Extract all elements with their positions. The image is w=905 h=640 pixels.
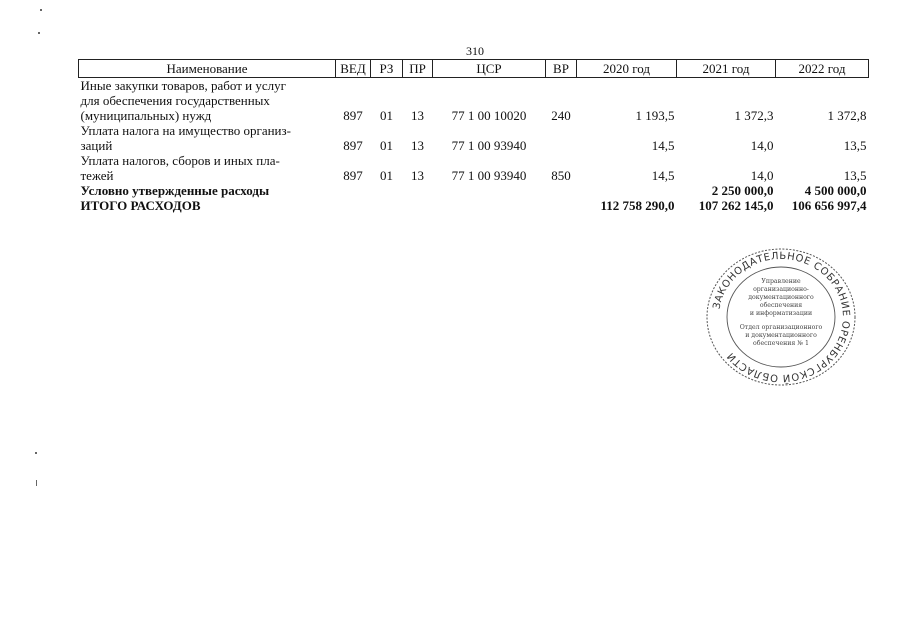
seal-inner-line: документационного: [748, 294, 814, 301]
header-pr: ПР: [403, 60, 433, 78]
row-ved: 897: [343, 168, 363, 183]
total-label: ИТОГО РАСХОДОВ: [80, 198, 201, 213]
header-2021: 2021 год: [677, 60, 776, 78]
conditional-2021: 2 250 000,0: [711, 183, 774, 198]
table-row: [79, 123, 869, 153]
row-rz: 01: [380, 168, 393, 183]
row-name-line: заций: [80, 138, 113, 153]
total-2022: 106 656 997,4: [791, 198, 867, 213]
header-vr: ВР: [546, 60, 577, 78]
row-pr: 13: [411, 108, 424, 123]
conditional-expenses-label: Условно утвержденные расходы: [80, 183, 270, 198]
scan-speck: [40, 9, 42, 11]
row-csr: 77 1 00 93940: [451, 168, 527, 183]
row-name: [79, 78, 336, 124]
official-seal-stamp: [705, 247, 857, 387]
row-2022: 13,5: [843, 168, 867, 183]
row-2022: 13,5: [843, 138, 867, 153]
total-2020: 112 758 290,0: [600, 198, 675, 213]
row-rz: 01: [380, 138, 393, 153]
seal-inner-line: Отдел организационного: [739, 324, 823, 331]
row-name-line: Уплата налогов, сборов и иных пла-: [80, 153, 280, 168]
total-2021: 107 262 145,0: [698, 198, 774, 213]
header-csr: ЦСР: [433, 60, 546, 78]
scan-speck: [38, 32, 40, 34]
row-name-line: для обеспечения государственных: [80, 93, 270, 108]
budget-table: [78, 59, 869, 213]
row-pr: 13: [411, 168, 424, 183]
row-2020: 1 193,5: [635, 108, 675, 123]
row-csr: 77 1 00 10020: [451, 108, 527, 123]
conditional-expenses-row: [79, 183, 869, 198]
row-name-line: Уплата налога на имущество организ-: [80, 123, 291, 138]
row-2021: 14,0: [750, 138, 774, 153]
conditional-2022: 4 500 000,0: [804, 183, 867, 198]
scan-speck: [35, 452, 37, 454]
seal-inner-line: обеспечения № 1: [753, 340, 809, 347]
row-2022: 1 372,8: [827, 108, 867, 123]
seal-inner-line: Управление: [761, 278, 801, 285]
header-name: Наименование: [79, 60, 336, 78]
row-name: [79, 123, 336, 153]
row-name-line: (муниципальных) нужд: [80, 108, 212, 123]
row-name-line: Иные закупки товаров, работ и услуг: [80, 78, 286, 93]
conditional-2020: [577, 183, 677, 198]
row-name: [79, 153, 336, 183]
svg-text:ЗАКОНОДАТЕЛЬНОЕ СОБРАНИЕ ОРЕНБ: [712, 251, 852, 385]
row-2020: 14,5: [651, 138, 675, 153]
table-header-row: [79, 60, 869, 78]
row-vr: 240: [551, 108, 571, 123]
seal-inner-line: и информатизации: [749, 310, 813, 317]
page-number: 310: [466, 44, 484, 58]
row-2021: 1 372,3: [734, 108, 774, 123]
row-ved: 897: [343, 108, 363, 123]
seal-inner-line: и документационного: [745, 332, 817, 339]
row-pr: 13: [411, 138, 424, 153]
header-2020: 2020 год: [577, 60, 677, 78]
seal-inner-line: организационно-: [753, 286, 809, 293]
header-rz: РЗ: [371, 60, 403, 78]
row-csr: 77 1 00 93940: [451, 138, 527, 153]
row-vr: 850: [551, 168, 571, 183]
scan-speck: [36, 480, 37, 486]
row-2020: 14,5: [651, 168, 675, 183]
header-ved: ВЕД: [336, 60, 371, 78]
table-row: [79, 153, 869, 183]
seal-inner-line: обеспечения: [759, 302, 803, 309]
total-row: [79, 198, 869, 213]
seal-outer-text: ЗАКОНОДАТЕЛЬНОЕ СОБРАНИЕ ОРЕНБУРГСКОЙ ОБЛАСТИ: [711, 250, 852, 384]
row-2021: 14,0: [750, 168, 774, 183]
row-name-line: тежей: [80, 168, 114, 183]
header-2022: 2022 год: [776, 60, 869, 78]
row-vr: [546, 123, 577, 153]
row-ved: 897: [343, 138, 363, 153]
row-rz: 01: [380, 108, 393, 123]
table-row: [79, 78, 869, 124]
